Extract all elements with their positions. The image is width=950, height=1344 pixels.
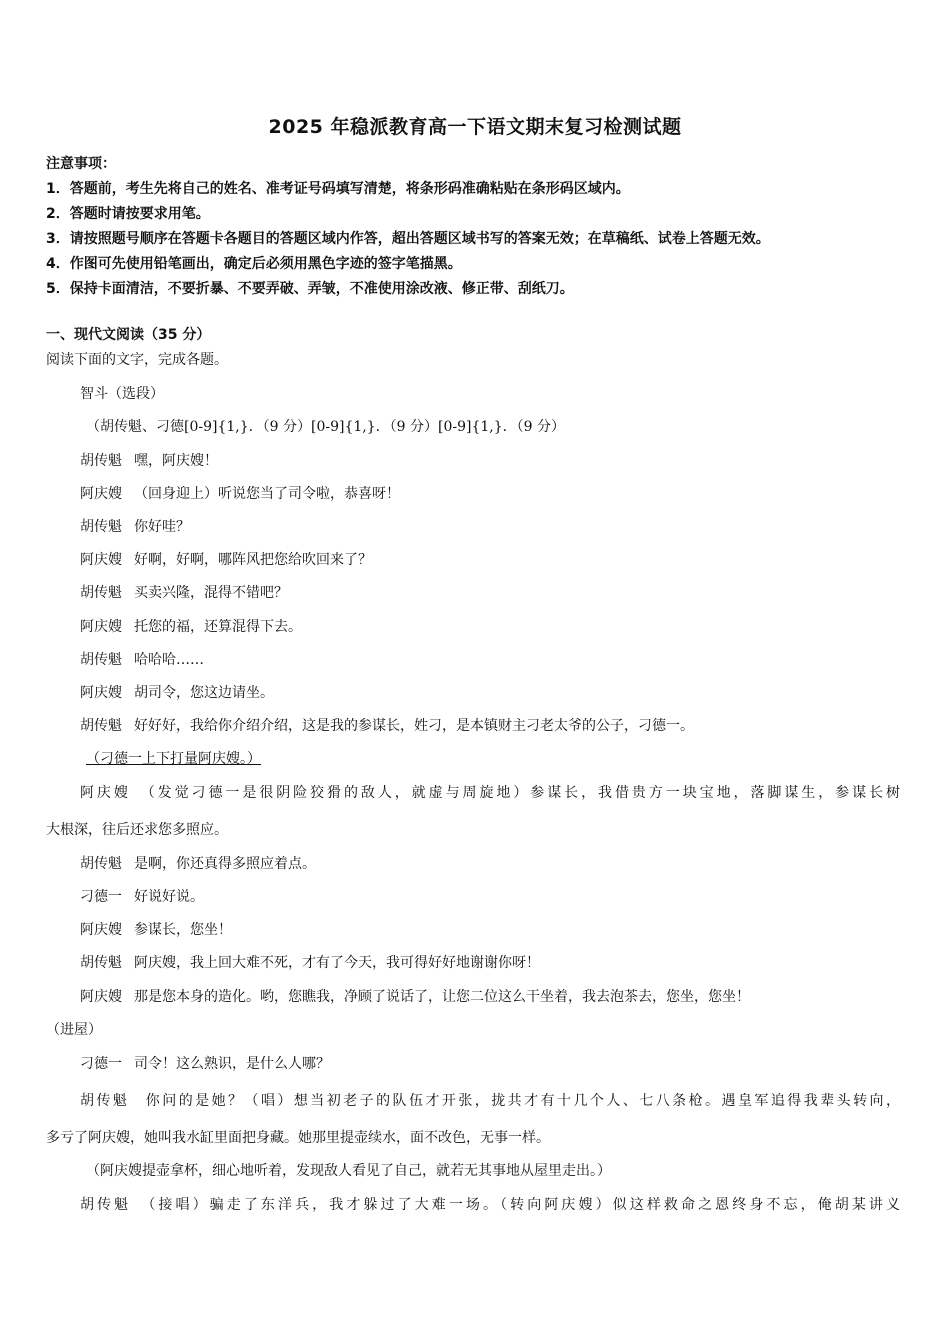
dialogue-line [80, 616, 302, 638]
section-heading: 一、现代文阅读（35 分） [46, 327, 211, 343]
dialogue-line [80, 1053, 330, 1075]
dialogue-line-long: 阿庆嫂 （发觉刁德一是很阴险狡猾的敌人，就虚与周旋地）参谋长，我借贵方一块宝地，落脚谋生，参谋长树 [80, 785, 900, 801]
dialogue-line [80, 649, 204, 671]
speaker-name: 胡传魁 [80, 652, 122, 668]
stage-direction: （进屋） [46, 1022, 102, 1038]
speaker-name: 阿庆嫂 [80, 685, 122, 701]
dialogue-text: 你好哇？ [134, 519, 190, 535]
dialogue-text: 哈哈哈…… [134, 652, 204, 668]
notice-item: 3．请按照题号顺序在答题卡各题目的答题区域内作答，超出答题区域书写的答案无效；在草稿纸、试卷上答题无效。 [46, 231, 770, 247]
dialogue-continuation: 多亏了阿庆嫂，她叫我水缸里面把身藏。她那里提壶续水，面不改色，无事一样。 [46, 1130, 550, 1146]
dialogue-line [80, 682, 274, 704]
speaker-name: 刁德一 [80, 1056, 122, 1072]
dialogue-text: 是啊，你还真得多照应着点。 [134, 856, 316, 872]
page-title: 2025 年稳派教育高一下语文期末复习检测试题 [268, 116, 682, 138]
dialogue-text: 买卖兴隆，混得不错吧？ [134, 585, 288, 601]
notice-item: 5．保持卡面清洁，不要折暴、不要弄破、弄皱，不准使用涂改液、修正带、刮纸刀。 [46, 281, 574, 297]
dialogue-text: 好啊，好啊，哪阵风把您给吹回来了？ [134, 552, 372, 568]
dialogue-line [80, 582, 288, 604]
dialogue-line [80, 919, 232, 941]
stage-direction: （阿庆嫂提壶拿杯，细心地听着，发现敌人看见了自己，就若无其事地从屋里走出。） [86, 1163, 611, 1179]
dialogue-line-long: 胡传魁 （接唱）骗走了东洋兵，我才躲过了大难一场。（转向阿庆嫂）似这样救命之恩终身不忘，俺胡某讲义 [80, 1197, 900, 1213]
speaker-name: 胡传魁 [80, 718, 122, 734]
dialogue-text: 司令！这么熟识，是什么人哪？ [134, 1056, 330, 1072]
notice-heading: 注意事项： [46, 156, 116, 172]
notice-block [46, 152, 926, 302]
speaker-name: 刁德一 [80, 889, 122, 905]
dialogue-continuation: 大根深，往后还求您多照应。 [46, 822, 228, 838]
dialogue-line [80, 450, 218, 472]
stage-direction-text: （刁德一上下打量阿庆嫂。） [86, 751, 261, 767]
notice-item: 1．答题前，考生先将自己的姓名、准考证号码填写清楚，将条形码准确粘贴在条形码区域内。 [46, 181, 630, 197]
stage-direction [86, 748, 261, 770]
speaker-name: 胡传魁 [80, 856, 122, 872]
dialogue-line [80, 886, 204, 908]
speaker-name: 阿庆嫂 [80, 486, 122, 502]
dialogue-line [80, 853, 316, 875]
speaker-name: 阿庆嫂 [80, 989, 122, 1005]
speaker-name: 胡传魁 [80, 453, 122, 469]
speaker-name: 胡传魁 [80, 519, 122, 535]
dialogue-line [80, 986, 750, 1008]
dialogue-text: 阿庆嫂，我上回大难不死，才有了今天，我可得好好地谢谢你呀！ [134, 955, 540, 971]
dialogue-text: 参谋长，您坐！ [134, 922, 232, 938]
dialogue-line [80, 549, 372, 571]
speaker-name: 胡传魁 [80, 585, 122, 601]
section-instruction: 阅读下面的文字，完成各题。 [46, 352, 228, 368]
speaker-name: 胡传魁 [80, 955, 122, 971]
dialogue-line [80, 516, 190, 538]
dialogue-line [80, 483, 400, 505]
speaker-name: 阿庆嫂 [80, 922, 122, 938]
dialogue-text: 嘿，阿庆嫂！ [134, 453, 218, 469]
dialogue-line [80, 952, 540, 974]
dialogue-text: 托您的福，还算混得下去。 [134, 619, 302, 635]
passage-cast: （胡传魁、刁德[0-9]{1,}．（9 分）[0-9]{1,}．（9 分）[0-9]{1,}．（9 分） [86, 419, 565, 435]
speaker-name: 阿庆嫂 [80, 552, 122, 568]
dialogue-text: （回身迎上）听说您当了司令啦，恭喜呀！ [134, 486, 400, 502]
notice-item: 2．答题时请按要求用笔。 [46, 206, 210, 222]
speaker-name: 阿庆嫂 [80, 619, 122, 635]
dialogue-line-long: 胡传魁 你问的是她？（唱）想当初老子的队伍才开张，拢共才有十几个人、七八条枪。遇皇军追得我辈头转向， [80, 1093, 900, 1109]
dialogue-text: 那是您本身的造化。哟，您瞧我，净顾了说话了，让您二位这么干坐着，我去泡茶去，您坐，您坐！ [134, 989, 750, 1005]
passage-title: 智斗（选段） [80, 386, 164, 402]
dialogue-text: 好说好说。 [134, 889, 204, 905]
dialogue-text: 好好好，我给你介绍介绍，这是我的参谋长，姓刁，是本镇财主刁老太爷的公子，刁德一。 [134, 718, 694, 734]
dialogue-line [80, 715, 694, 737]
notice-item: 4．作图可先使用铅笔画出，确定后必须用黑色字迹的签字笔描黑。 [46, 256, 462, 272]
dialogue-text: 胡司令，您这边请坐。 [134, 685, 274, 701]
